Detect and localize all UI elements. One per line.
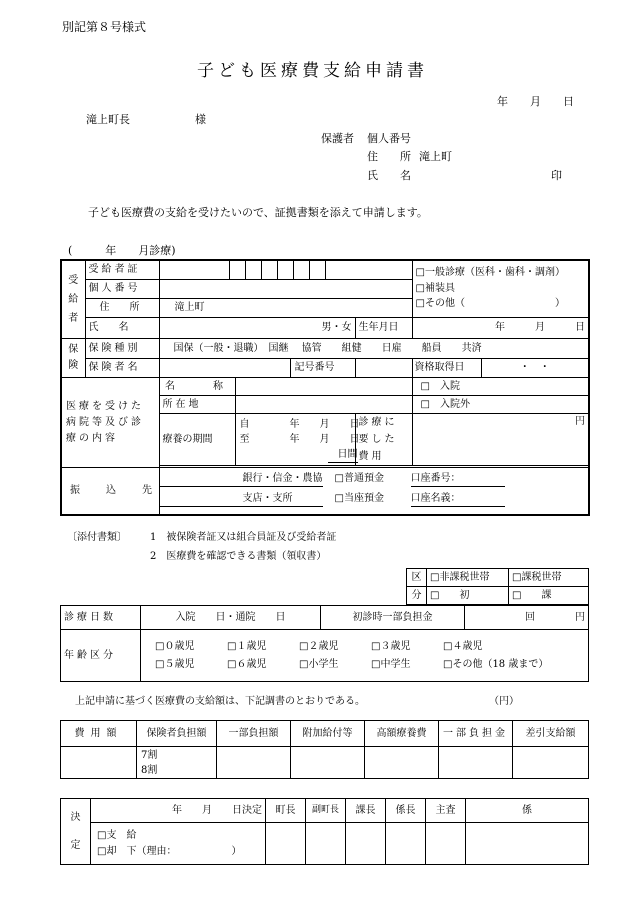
nontax-checkbox[interactable]: □非課税世帯 <box>427 569 509 587</box>
honorific: 様 <box>195 113 206 126</box>
decision-side-label: 決 定 <box>61 799 91 865</box>
my-number-label: 個人番号 <box>85 280 159 299</box>
acquired-field[interactable]: ・ ・ <box>519 362 550 373</box>
approve-checkbox[interactable]: □支 給 <box>97 829 137 841</box>
sex-options[interactable]: 男・女 <box>321 322 352 334</box>
recipient-side-label: 受 給 者 <box>61 260 85 339</box>
bank-field[interactable] <box>159 468 589 516</box>
other-checkbox[interactable]: □その他（ ） <box>415 298 565 309</box>
guardian-address-label: 住 所 <box>367 150 411 163</box>
hospital-name-field[interactable] <box>235 378 412 396</box>
age-option[interactable]: □小学生 <box>299 658 339 670</box>
treatment-month: ( 年 月診療) <box>68 244 176 257</box>
bank-label: 振込先 <box>61 468 159 516</box>
guardian-address-value: 滝上町 <box>419 150 452 163</box>
role-staff: 係 <box>466 799 589 823</box>
general-consult-checkbox[interactable]: □一般診療（医科・歯科・調剤） <box>415 267 565 278</box>
insurance-type-options[interactable]: 国保（一般・退職） 国継 協管 組健 日雇 船員 共済 <box>159 339 589 359</box>
account-name[interactable]: 口座名義： <box>411 494 505 507</box>
hospital-side-label: 医療を受けた病院等及び診療の内容 <box>61 378 159 468</box>
insurer-row <box>159 359 355 378</box>
attachments-label: 〔添付書類〕 <box>67 532 127 543</box>
role-section-chief: 課長 <box>346 799 386 823</box>
date-line: 年 月 日 <box>497 95 574 108</box>
ordinary-deposit-checkbox[interactable]: □普通預金 <box>334 473 384 484</box>
calc-header-additional: 附加給付等 <box>291 721 365 747</box>
branch-name-line: 支店・支所 <box>160 494 323 507</box>
days-field[interactable]: 入院 日・通院 日 <box>141 606 321 630</box>
calc-header-insurer: 保険者負担額 <box>137 721 217 747</box>
application-table <box>60 259 590 516</box>
tax-checkbox[interactable]: □課税世帯 <box>509 569 589 587</box>
cost-label: 診療に要した費用 <box>355 414 412 466</box>
address-value: 滝上町 <box>174 302 205 314</box>
location-label: 所在地 <box>159 396 235 414</box>
insurance-side-label: 保 険 <box>61 339 85 378</box>
ratio-7: 7割 <box>141 749 158 761</box>
birth-field[interactable]: 年 月 日 <box>412 318 589 339</box>
role-mayor: 町長 <box>266 799 306 823</box>
attachment-item-1: 1 被保険者証又は組合員証及び受給者証 <box>150 532 337 543</box>
symbol-field[interactable] <box>355 359 412 378</box>
outpatient-checkbox[interactable]: □ 入院外 <box>412 396 589 414</box>
calc-cell-insurer[interactable] <box>137 747 217 779</box>
second-checkbox[interactable]: □ 課 <box>509 587 589 605</box>
calc-header-cost: 費用額 <box>61 721 137 747</box>
decision-table <box>60 798 589 865</box>
request-text: 子ども医療費の支給を受けたいので、証拠書類を添えて申請します。 <box>88 206 428 219</box>
bank-name-line: 銀行・信金・農協 <box>160 474 323 487</box>
guardian-label: 保護者 <box>321 132 354 145</box>
age-option[interactable]: □その他（18 歳まで） <box>443 658 549 670</box>
location-field[interactable] <box>235 396 412 414</box>
days-label: 診療日数 <box>61 606 141 630</box>
calc-note: 上記申請に基づく医療費の支給額は、下記調書のとおりである。 <box>75 696 365 707</box>
inpatient-checkbox[interactable]: □ 入院 <box>412 378 589 396</box>
calc-header-partial: 一部負担額 <box>217 721 291 747</box>
calc-header-net: 差引支給額 <box>513 721 589 747</box>
role-deputy-mayor: 副町長 <box>306 799 346 823</box>
decision-options <box>91 823 266 865</box>
first-payment-label: 初診時一部負担金 <box>321 606 465 630</box>
reject-checkbox[interactable]: □却 下（理由： ） <box>97 845 242 857</box>
cert-number-cells[interactable] <box>159 260 412 280</box>
age-option[interactable]: □３歳児 <box>371 640 411 652</box>
calc-unit: （円） <box>489 696 519 707</box>
prosthetic-checkbox[interactable]: □補装具 <box>415 282 455 294</box>
period-label: 療養の期間 <box>159 414 235 466</box>
calc-cell[interactable] <box>291 747 365 779</box>
my-number-field[interactable] <box>159 280 412 299</box>
age-options <box>141 630 589 682</box>
calc-cell[interactable] <box>439 747 513 779</box>
addressee: 滝上町長 <box>86 113 130 126</box>
calc-header-high-cost: 高額療養費 <box>365 721 439 747</box>
role-chief: 係長 <box>386 799 426 823</box>
calc-table <box>60 720 589 779</box>
calc-cell[interactable] <box>513 747 589 779</box>
treatment-table <box>60 605 589 682</box>
birth-label: 生年月日 <box>355 318 412 339</box>
stamp-box[interactable] <box>466 823 589 865</box>
stamp-box[interactable] <box>386 823 426 865</box>
age-option[interactable]: □２歳児 <box>299 640 339 652</box>
cert-label: 受給者証 <box>85 260 159 280</box>
period-to: 至 年 月 日 <box>239 433 360 445</box>
age-label: 年齢区分 <box>61 630 141 682</box>
current-deposit-checkbox[interactable]: □当座預金 <box>334 493 384 504</box>
calc-header-copay: 一部負担金 <box>439 721 513 747</box>
address-field[interactable] <box>159 299 412 318</box>
period-from: 自 年 月 日 <box>239 418 360 430</box>
calc-cell[interactable] <box>217 747 291 779</box>
classification-table <box>406 568 589 605</box>
stamp-box[interactable] <box>346 823 386 865</box>
acquired-row <box>412 359 589 378</box>
cost-field[interactable]: 円 <box>412 414 589 466</box>
consult-type <box>412 260 589 318</box>
name-field[interactable] <box>159 318 355 339</box>
decision-date[interactable]: 年 月 日決定 <box>91 799 266 823</box>
name-label: 氏 名 <box>85 318 159 339</box>
form-code: 別記第８号様式 <box>62 20 147 34</box>
age-option[interactable]: □５歳児 <box>155 658 195 670</box>
first-checkbox[interactable]: □ 初 <box>427 587 509 605</box>
hospital-name-label: 名 称 <box>159 378 235 396</box>
page-title: 子ども医療費支給申請書 <box>197 61 428 81</box>
stamp-box[interactable] <box>306 823 346 865</box>
role-supervisor: 主査 <box>426 799 466 823</box>
guardian-my-number: 個人番号 <box>367 132 411 145</box>
stamp-box[interactable] <box>266 823 306 865</box>
symbol-label: 記号番号 <box>290 359 355 377</box>
age-option[interactable]: □４歳児 <box>443 640 483 652</box>
acquired-label: 資格取得日 <box>413 359 482 377</box>
age-option[interactable]: □６歳児 <box>227 658 267 670</box>
attachment-item-2: 2 医療費を確認できる書類（領収書） <box>150 551 327 562</box>
age-option[interactable]: □中学生 <box>371 658 411 670</box>
stamp-box[interactable] <box>426 823 466 865</box>
ratio-8: 8割 <box>141 764 158 776</box>
calc-cell[interactable] <box>61 747 137 779</box>
age-option[interactable]: □０歳児 <box>155 640 195 652</box>
period-field[interactable] <box>235 414 360 466</box>
guardian-name-label: 氏 名 <box>367 169 411 182</box>
address-label: 住 所 <box>85 299 159 318</box>
classification-label-bottom: 分 <box>407 587 427 605</box>
account-number[interactable]: 口座番号： <box>411 474 505 487</box>
classification-label-top: 区 <box>407 569 427 587</box>
first-payment-field[interactable]: 回 円 <box>465 606 589 630</box>
period-days: 日間 <box>328 447 358 463</box>
insurance-type-label: 保険種別 <box>85 339 159 359</box>
calc-cell[interactable] <box>365 747 439 779</box>
insurer-label: 保険者名 <box>85 359 159 378</box>
age-option[interactable]: □１歳児 <box>227 640 267 652</box>
insurer-field[interactable] <box>160 359 290 377</box>
seal-mark: 印 <box>551 169 562 182</box>
